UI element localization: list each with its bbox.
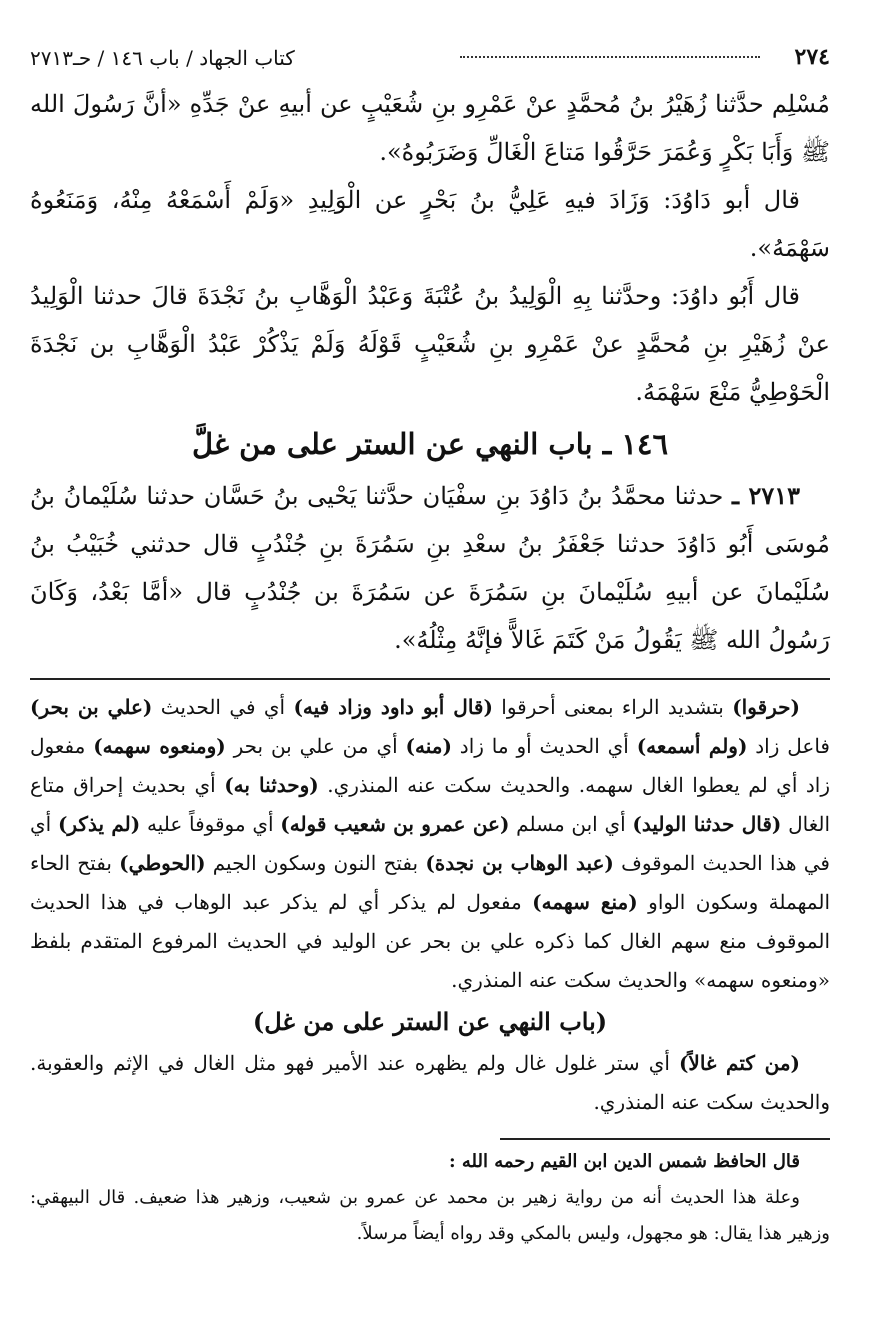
ibn-qayyim-lead [30, 1144, 830, 1180]
commentary-term: (حرقوا) [732, 695, 800, 719]
commentary-paragraph-1 [30, 688, 830, 1000]
commentary-text: أي في هذا الحديث الموقوف [30, 812, 830, 875]
commentary-text: بفتح الحاء المهملة وسكون الواو [30, 851, 830, 914]
page [30, 40, 830, 1252]
notes-divider [500, 1138, 830, 1140]
commentary-text: أي بحديث إحراق متاع الغال [30, 773, 831, 836]
header-dotted-leader [460, 56, 760, 58]
commentary-text: بفتح النون وسكون الجيم [205, 851, 426, 875]
commentary-text: أي موقوفاً عليه [140, 812, 281, 836]
commentary-term: (الحوطي) [119, 851, 206, 875]
commentary-term: (منع سهمه) [532, 890, 638, 914]
notes-lead: قال الحافظ شمس الدين ابن القيم رحمه الله : [449, 1151, 800, 1172]
notes-divider-wrap [30, 1122, 830, 1144]
abu-dawud-note-1: قال أبو دَاوُدَ: وَزَادَ فيهِ عَلِيُّ بنُ بَحْرٍ عن الْوَلِيدِ «وَلَمْ أَسْمَعْهُ مِنْهُ، وَمَنَعُوهُ سَهْمَهُ». [30, 186, 830, 262]
commentary-term: (عن عمرو بن شعيب قوله) [280, 812, 510, 836]
commentary-explanation: أي ستر غلول غال ولم يظهره عند الأمير فهو مثل الغال في الإثم والعقوبة. والحديث سكت عنه المنذري. [30, 1051, 830, 1114]
commentary-text: أي الحديث أو ما زاد [451, 734, 637, 758]
commentary-paragraph-2 [30, 1044, 830, 1122]
commentary-text: أي من علي بن بحر [225, 734, 406, 758]
hadith-number: ٢٧١٣ ـ [732, 481, 800, 510]
commentary-term: (قال أبو داود وزاد فيه) [293, 695, 493, 719]
commentary-divider [30, 678, 830, 680]
commentary-term: (علي بن بحر) [30, 695, 153, 719]
chapter-heading: ١٤٦ ـ باب النهي عن الستر على من غلَّ [191, 427, 669, 461]
page-number: ٢٧٤ [794, 44, 830, 70]
commentary-sub-heading: (باب النهي عن الستر على من غل) [252, 1007, 608, 1036]
commentary-term: (منه) [405, 734, 452, 758]
hadith-text: حدثنا محمَّدُ بنُ دَاوُدَ بنِ سفْيَان حدَّثنا يَحْيى بنُ حَسَّان حدثنا سُلَيْمانُ بنُ مُوسَى أَبُو دَاوُدَ حدثنا جَعْفَرُ بنُ سعْدِ بنِ سَمُرَةَ بنِ جُنْدُبٍ قال حدثني خُبَيْبُ بنُ سُلَيْمانَ عن أبيهِ سُلَيْمانَ بنِ سَمُرَةَ عن سَمُرَةَ بن جُنْدُبٍ قال «أمَّا بَعْدُ، وَكَانَ رَسُولُ الله ﷺ يَقُولُ مَنْ كَتَمَ غَالاًّ فإنَّهُ مِثْلُهُ». [30, 482, 830, 654]
commentary-text: مفعول لم يذكر أي لم يذكر عبد الوهاب في هذا الحديث الموقوف منع سهم الغال كما ذكره علي بن بحر عن الوليد في الحديث المرفوع المتقدم بلفظ «ومنعوه سهمه» والحديث سكت عنه المنذري. [30, 890, 830, 992]
commentary-text: بتشديد الراء بمعنى أحرقوا [492, 695, 733, 719]
commentary-term: (عبد الوهاب بن نجدة) [425, 851, 614, 875]
commentary-text: مفعول زاد أي لم يعطوا الغال سهمه. والحديث سكت عنه المنذري. [30, 734, 831, 797]
commentary-term: (من كتم غالاً) [678, 1051, 800, 1075]
abu-dawud-note-2: قال أَبُو داوُدَ: وحدَّثنا بِهِ الْوَلِيدُ بنُ عُتْبَةَ وَعَبْدُ الْوَهَّابِ بنُ نَجْدَةَ قالَ حدثنا الْوَلِيدُ عنْ زُهَيْرِ بنِ مُحمَّدٍ عنْ عَمْرِو بنِ شُعَيْبٍ قَوْلَهُ وَلَمْ يَذْكُرْ عَبْدُ الْوَهَّابِ بن نَجْدَةَ الْحَوْطِيُّ مَنْعَ سَهْمَهُ. [30, 282, 830, 406]
commentary-term: (قال حدثنا الوليد) [632, 812, 782, 836]
commentary-term: (ولم أسمعه) [636, 734, 748, 758]
running-header [30, 40, 830, 80]
commentary-text: أي في الحديث [152, 695, 294, 719]
commentary-text: فاعل زاد [747, 734, 830, 758]
commentary-term: (لم يذكر) [57, 812, 141, 836]
commentary-term: (ومنعوه سهمه) [93, 734, 226, 758]
running-title: كتاب الجهاد / باب ١٤٦ / حـ٢٧١٣ [30, 46, 295, 70]
hadith-2713 [30, 472, 830, 664]
commentary-term: (وحدثنا به) [224, 773, 319, 797]
commentary-text: أي ابن مسلم [509, 812, 633, 836]
ibn-qayyim-note: وعلة هذا الحديث أنه من رواية زهير بن محمد عن عمرو بن شعيب، وزهير هذا ضعيف. قال البيهقي: وزهير هذا يقال: هو مجهول، وليس بالمكي وقد رواه أيضاً مرسلاً. [30, 1187, 830, 1244]
hadith-continuation: مُسْلِم حدَّثنا زُهَيْرُ بنُ مُحمَّدٍ عنْ عَمْرِو بنِ شُعَيْبٍ عن أبيهِ عنْ جَدِّهِ «أنَّ رَسُولَ الله ﷺ وَأَبَا بَكْرٍ وَعُمَرَ حَرَّقُوا مَتاعَ الْغَالِّ وَضَرَبُوهُ». [30, 90, 831, 166]
